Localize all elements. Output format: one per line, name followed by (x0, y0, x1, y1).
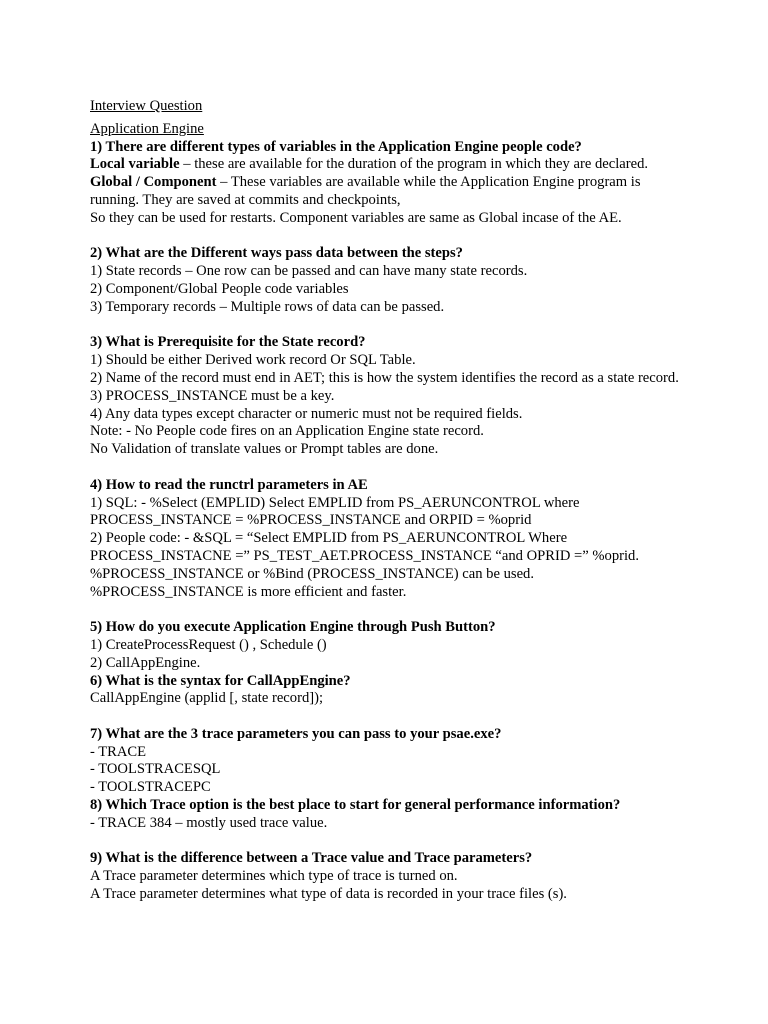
answer-line: No Validation of translate values or Prompt tables are done. (90, 441, 439, 458)
question-8: 8) Which Trace option is the best place to start for general performance information? (90, 797, 621, 814)
answer-line: 3) PROCESS_INSTANCE must be a key. (90, 387, 335, 404)
term-global-component: Global / Component (90, 174, 217, 191)
answer-line: PROCESS_INSTACNE =” PS_TEST_AET.PROCESS_INSTANCE “and OPRID =” %oprid. (90, 547, 639, 564)
question-9: 9) What is the difference between a Trace value and Trace parameters? (90, 850, 533, 867)
question-3: 3) What is Prerequisite for the State record? (90, 334, 366, 351)
desc-global-component: – These variables are available while the Application Engine program is running. They are saved at commits and checkpoints, (90, 174, 641, 208)
answer-1-local (90, 156, 690, 174)
question-6: 6) What is the syntax for CallAppEngine? (90, 672, 351, 689)
answer-line: 1) Should be either Derived work record Or SQL Table. (90, 352, 416, 369)
answer-line: 1) SQL: - %Select (EMPLID) Select EMPLID from PS_AERUNCONTROL where (90, 494, 580, 511)
answer-line: %PROCESS_INSTANCE or %Bind (PROCESS_INSTANCE) can be used. (90, 565, 534, 582)
desc-local-variable: – these are available for the duration of the program in which they are declared. (179, 156, 649, 173)
document-body (90, 98, 690, 904)
answer-line: 3) Temporary records – Multiple rows of data can be passed. (90, 298, 445, 315)
answer-note: Note: - No People code fires on an Application Engine state record. (90, 423, 484, 440)
question-4: 4) How to read the runctrl parameters in AE (90, 476, 368, 493)
answer-line: 2) Component/Global People code variables (90, 280, 349, 297)
answer-line: 2) People code: - &SQL = “Select EMPLID from PS_AERUNCONTROL Where (90, 530, 568, 547)
answer-line: 1) CreateProcessRequest () , Schedule () (90, 636, 327, 653)
answer-line: - TRACE 384 – mostly used trace value. (90, 814, 328, 831)
answer-1-restart: So they can be used for restarts. Component variables are same as Global incase of the AE. (90, 209, 622, 226)
answer-line: A Trace parameter determines which type of trace is turned on. (90, 868, 458, 885)
term-local-variable: Local variable (90, 156, 180, 173)
answer-line: - TOOLSTRACESQL (90, 761, 221, 778)
question-5: 5) How do you execute Application Engine through Push Button? (90, 619, 496, 636)
question-2: 2) What are the Different ways pass data between the steps? (90, 245, 463, 262)
answer-line: 1) State records – One row can be passed and can have many state records. (90, 263, 528, 280)
answer-line: 2) CallAppEngine. (90, 654, 201, 671)
answer-line: %PROCESS_INSTANCE is more efficient and faster. (90, 583, 407, 600)
answer-line: - TOOLSTRACEPC (90, 779, 211, 796)
answer-line: CallAppEngine (applid [, state record]); (90, 690, 324, 707)
section-heading: Application Engine (90, 120, 204, 137)
document-title: Interview Question (90, 98, 203, 114)
answer-line: 4) Any data types except character or numeric must not be required fields. (90, 405, 523, 422)
answer-line: 2) Name of the record must end in AET; this is how the system identifies the record as a state record. (90, 369, 679, 386)
question-7: 7) What are the 3 trace parameters you can pass to your psae.exe? (90, 725, 502, 742)
answer-line: PROCESS_INSTANCE = %PROCESS_INSTANCE and ORPID = %oprid (90, 512, 532, 529)
question-1: 1) There are different types of variables in the Application Engine people code? (90, 138, 582, 155)
answer-1-global (90, 174, 690, 210)
answer-line: A Trace parameter determines what type of data is recorded in your trace files (s). (90, 886, 567, 903)
answer-line: - TRACE (90, 743, 147, 760)
